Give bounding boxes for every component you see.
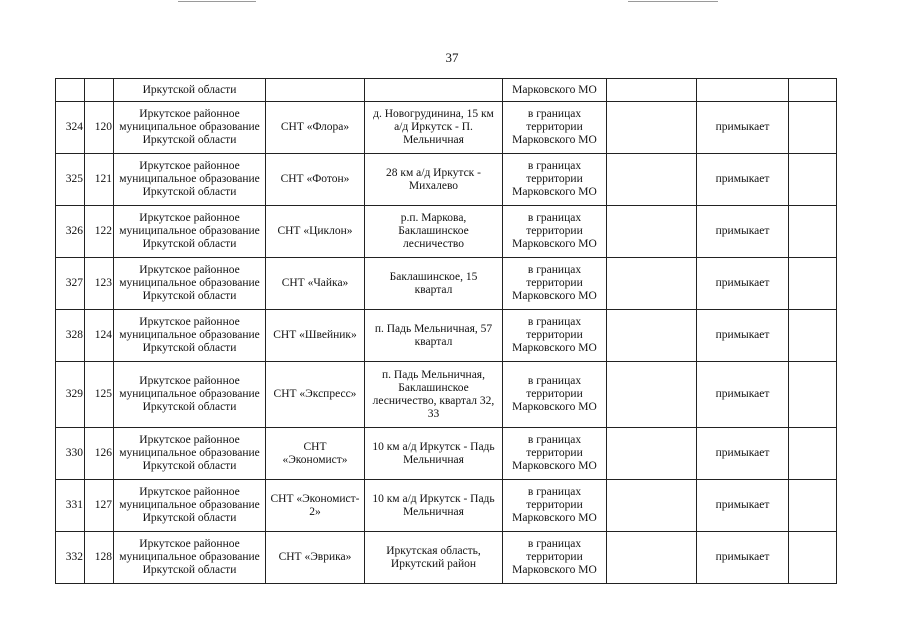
cell-sub-no: 121 xyxy=(85,154,114,206)
table-row xyxy=(56,206,837,258)
cell-location-line: 10 км а/д Иркутск - Падь xyxy=(372,492,495,505)
cell-location xyxy=(365,258,503,310)
cell-location xyxy=(365,428,503,480)
cell-name xyxy=(266,362,365,428)
cell-position xyxy=(503,102,607,154)
cell-name-line: СНТ «Швейник» xyxy=(273,329,357,341)
cell-municipality-line: Иркутское районное xyxy=(139,375,240,387)
cell-municipality-line: Иркутской области xyxy=(142,512,237,524)
cell-location xyxy=(365,310,503,362)
cell-municipality xyxy=(114,428,266,480)
cell-position-line: в границах xyxy=(527,486,582,498)
cell-relation: примыкает xyxy=(697,310,789,362)
cell-location-line: Иркутская область, xyxy=(386,544,481,557)
cell-no xyxy=(56,79,85,102)
cell-municipality-line: муниципальное образование xyxy=(119,277,260,289)
cell-col7 xyxy=(607,532,697,584)
cell-location xyxy=(365,154,503,206)
cell-municipality-line: Иркутское районное xyxy=(139,108,240,120)
table-body xyxy=(56,79,837,584)
cell-col7 xyxy=(607,362,697,428)
cell-position-line: в границах xyxy=(527,316,582,328)
cell-municipality xyxy=(114,206,266,258)
cell-location-line: Баклашинское xyxy=(398,381,469,394)
cell-no: 329 xyxy=(56,362,85,428)
cell-location xyxy=(365,206,503,258)
cell-location-line: а/д Иркутск - П. xyxy=(394,121,473,133)
cell-relation xyxy=(697,79,789,102)
cell-position-line: территории xyxy=(526,499,583,511)
cell-municipality-line: муниципальное образование xyxy=(119,499,260,511)
cell-sub-no: 125 xyxy=(85,362,114,428)
cell-name-line: СНТ «Флора» xyxy=(280,121,350,133)
cell-relation: примыкает xyxy=(697,362,789,428)
cell-municipality-line: Иркутской области xyxy=(142,238,237,250)
cell-municipality-line: муниципальное образование xyxy=(119,551,260,563)
cell-relation: примыкает xyxy=(697,258,789,310)
cell-municipality-line: Иркутское районное xyxy=(139,316,240,328)
cell-relation: примыкает xyxy=(697,102,789,154)
cell-position xyxy=(503,480,607,532)
cell-relation: примыкает xyxy=(697,206,789,258)
cell-position xyxy=(503,310,607,362)
cell-location xyxy=(365,102,503,154)
cell-position-line: Марковского МО xyxy=(512,512,597,524)
cell-location xyxy=(365,362,503,428)
cell-position xyxy=(503,258,607,310)
cell-position-line: Марковского МО xyxy=(512,401,597,413)
cell-municipality-line: Иркутское районное xyxy=(139,264,240,276)
cell-location-line: лесничество, квартал 32, xyxy=(372,394,495,407)
cell-col7 xyxy=(607,258,697,310)
cell-no: 332 xyxy=(56,532,85,584)
cell-sub-no: 122 xyxy=(85,206,114,258)
cell-location-line: п. Падь Мельничная, 57 xyxy=(374,322,493,335)
cell-municipality-line: муниципальное образование xyxy=(119,388,260,400)
cell-position: Марковского МО xyxy=(503,79,607,102)
cell-location-line: п. Падь Мельничная, xyxy=(382,368,485,381)
table-row xyxy=(56,154,837,206)
cell-no: 331 xyxy=(56,480,85,532)
cell-col9 xyxy=(789,480,837,532)
cell-name xyxy=(266,310,365,362)
cell-sub-no: 120 xyxy=(85,102,114,154)
cell-location-line: 10 км а/д Иркутск - Падь xyxy=(372,440,495,453)
cell-col9 xyxy=(789,428,837,480)
table-row xyxy=(56,480,837,532)
cell-name xyxy=(266,154,365,206)
cell-position xyxy=(503,362,607,428)
cell-position-line: территории xyxy=(526,121,583,133)
cell-location-line: Мельничная xyxy=(403,453,464,466)
cell-sub-no: 128 xyxy=(85,532,114,584)
cell-name-line: СНТ «Эврика» xyxy=(278,551,352,563)
cell-position-line: Марковского МО xyxy=(512,564,597,576)
cell-relation: примыкает xyxy=(697,480,789,532)
cell-position-line: Марковского МО xyxy=(512,460,597,472)
cell-municipality-line: Иркутской области xyxy=(142,342,237,354)
table-row xyxy=(56,428,837,480)
cell-position-line: в границах xyxy=(527,264,582,276)
cell-municipality-line: Иркутское районное xyxy=(139,538,240,550)
cell-position-line: территории xyxy=(526,447,583,459)
cell-name xyxy=(266,532,365,584)
cell-name-line: СНТ «Чайка» xyxy=(281,277,349,289)
cell-position-line: территории xyxy=(526,388,583,400)
table-row xyxy=(56,310,837,362)
cell-municipality xyxy=(114,154,266,206)
cell-relation: примыкает xyxy=(697,428,789,480)
cell-name-line: СНТ «Экспресс» xyxy=(273,388,357,400)
cell-municipality-line: Иркутской области xyxy=(142,290,237,302)
cell-name xyxy=(266,428,365,480)
cell-sub-no: 126 xyxy=(85,428,114,480)
cell-position-line: территории xyxy=(526,329,583,341)
cell-col7 xyxy=(607,102,697,154)
cell-no: 328 xyxy=(56,310,85,362)
cell-municipality-line: Иркутское районное xyxy=(139,160,240,172)
cell-name-line: СНТ «Фотон» xyxy=(280,173,350,185)
scan-top-rule-right xyxy=(628,1,718,2)
cell-position xyxy=(503,428,607,480)
cell-col9 xyxy=(789,362,837,428)
cell-col7 xyxy=(607,206,697,258)
cell-municipality-line: Иркутское районное xyxy=(139,434,240,446)
cell-relation: примыкает xyxy=(697,532,789,584)
table-row xyxy=(56,362,837,428)
cell-position xyxy=(503,206,607,258)
cell-name xyxy=(266,102,365,154)
cell-municipality xyxy=(114,102,266,154)
cell-location-line: Иркутский район xyxy=(390,557,477,570)
cell-location-line: Мельничная xyxy=(403,505,464,518)
cell-name-line: СНТ «Циклон» xyxy=(277,225,353,237)
cell-municipality-line: Иркутской области xyxy=(142,401,237,413)
cell-col9 xyxy=(789,79,837,102)
cell-name-line: СНТ xyxy=(303,440,327,453)
cell-location-line: 28 км а/д Иркутск - xyxy=(386,166,481,179)
cell-municipality: Иркутской области xyxy=(114,79,266,102)
cell-location xyxy=(365,79,503,102)
cell-municipality xyxy=(114,362,266,428)
cell-position-line: территории xyxy=(526,173,583,185)
cell-relation: примыкает xyxy=(697,154,789,206)
cell-position-line: Марковского МО xyxy=(512,290,597,302)
cell-location-line: д. Новогрудинина, 15 км xyxy=(373,108,494,120)
cell-col9 xyxy=(789,154,837,206)
cell-municipality-line: Иркутской области xyxy=(142,134,237,146)
cell-position-line: территории xyxy=(526,551,583,563)
cell-location-line: лесничество xyxy=(403,238,464,250)
cell-location-line: р.п. Маркова, xyxy=(400,212,467,224)
cell-location-line: Баклашинское, 15 xyxy=(389,270,478,283)
cell-col9 xyxy=(789,532,837,584)
registry-table xyxy=(55,78,837,584)
cell-location-line: 33 xyxy=(427,407,440,420)
cell-sub-no: 127 xyxy=(85,480,114,532)
cell-municipality xyxy=(114,310,266,362)
cell-municipality xyxy=(114,480,266,532)
cell-location-line: Михалево xyxy=(408,179,459,192)
cell-sub-no: 124 xyxy=(85,310,114,362)
cell-col7 xyxy=(607,310,697,362)
cell-location-line: квартал xyxy=(414,335,453,348)
cell-municipality xyxy=(114,258,266,310)
cell-position xyxy=(503,154,607,206)
cell-municipality-line: муниципальное образование xyxy=(119,329,260,341)
cell-no: 324 xyxy=(56,102,85,154)
cell-col7 xyxy=(607,79,697,102)
cell-col7 xyxy=(607,154,697,206)
cell-name xyxy=(266,206,365,258)
cell-location-line: Мельничная xyxy=(403,134,464,146)
cell-municipality-line: муниципальное образование xyxy=(119,225,260,237)
cell-no: 327 xyxy=(56,258,85,310)
cell-col9 xyxy=(789,206,837,258)
table-row xyxy=(56,258,837,310)
cell-position-line: Марковского МО xyxy=(512,238,597,250)
table-row-continued xyxy=(56,79,837,102)
cell-municipality-line: Иркутской области xyxy=(142,186,237,198)
cell-col7 xyxy=(607,428,697,480)
page-number: 37 xyxy=(445,50,459,65)
cell-position-line: в границах xyxy=(527,212,582,224)
cell-position-line: в границах xyxy=(527,375,582,387)
cell-municipality-line: Иркутское районное xyxy=(139,212,240,224)
scan-top-rule-left xyxy=(178,1,256,2)
cell-municipality-line: Иркутской области xyxy=(142,460,237,472)
cell-col9 xyxy=(789,258,837,310)
cell-municipality-line: Иркутской области xyxy=(142,564,237,576)
cell-sub-no: 123 xyxy=(85,258,114,310)
cell-sub-no xyxy=(85,79,114,102)
cell-name-line: 2» xyxy=(309,505,321,518)
cell-position-line: в границах xyxy=(527,434,582,446)
cell-col7 xyxy=(607,480,697,532)
cell-position-line: Марковского МО xyxy=(512,134,597,146)
cell-position-line: в границах xyxy=(527,160,582,172)
cell-position-line: Марковского МО xyxy=(512,342,597,354)
cell-no: 330 xyxy=(56,428,85,480)
cell-location-line: Баклашинское xyxy=(398,225,469,237)
cell-position xyxy=(503,532,607,584)
cell-municipality-line: муниципальное образование xyxy=(119,173,260,185)
table-row xyxy=(56,102,837,154)
cell-position-line: территории xyxy=(526,277,583,289)
cell-col9 xyxy=(789,310,837,362)
cell-municipality-line: муниципальное образование xyxy=(119,447,260,459)
cell-no: 326 xyxy=(56,206,85,258)
cell-position-line: территории xyxy=(526,225,583,237)
cell-name-line: СНТ «Экономист- xyxy=(270,492,360,505)
cell-name-line: «Экономист» xyxy=(282,453,348,466)
cell-position-line: в границах xyxy=(527,108,582,120)
table-row xyxy=(56,532,837,584)
cell-municipality-line: Иркутское районное xyxy=(139,486,240,498)
cell-name xyxy=(266,79,365,102)
cell-municipality xyxy=(114,532,266,584)
cell-name xyxy=(266,480,365,532)
cell-municipality-line: муниципальное образование xyxy=(119,121,260,133)
cell-position-line: Марковского МО xyxy=(512,186,597,198)
cell-col9 xyxy=(789,102,837,154)
cell-location xyxy=(365,480,503,532)
cell-position-line: в границах xyxy=(527,538,582,550)
cell-location-line: квартал xyxy=(414,283,453,296)
cell-no: 325 xyxy=(56,154,85,206)
cell-name xyxy=(266,258,365,310)
cell-location xyxy=(365,532,503,584)
